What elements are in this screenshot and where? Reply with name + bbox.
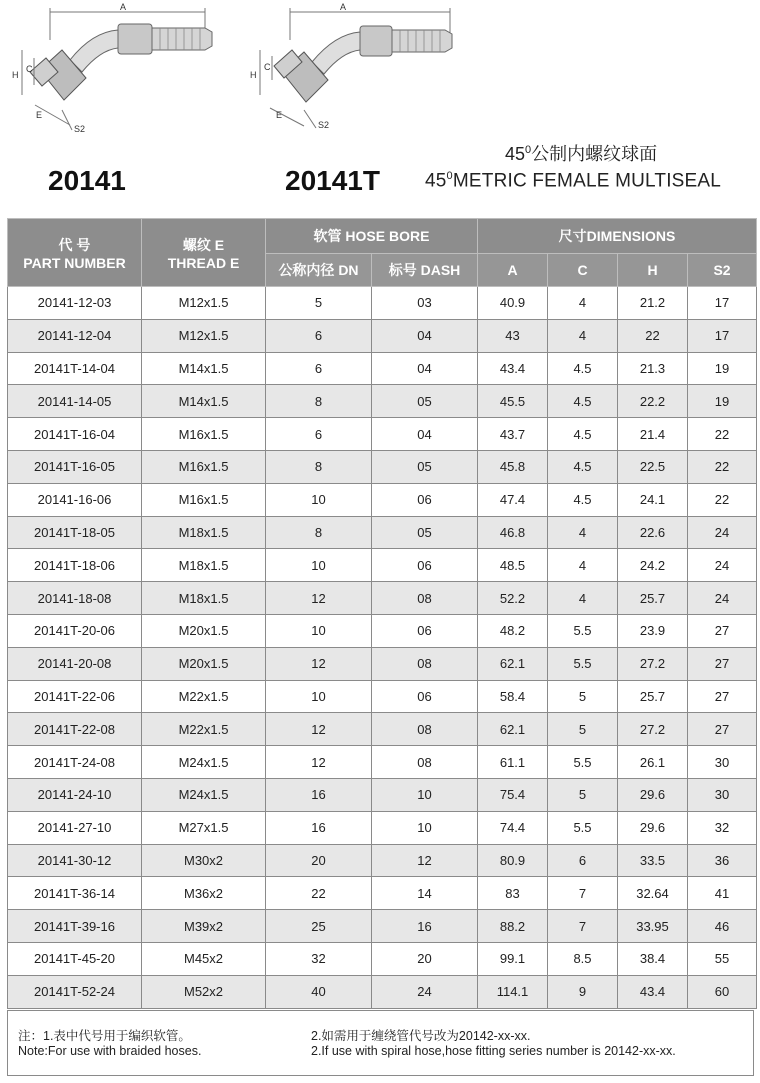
cell-dash: 03	[372, 287, 478, 320]
cell-s2: 32	[688, 811, 757, 844]
cell-part-number: 20141-20-08	[8, 647, 142, 680]
cell-thread: M16x1.5	[142, 450, 266, 483]
cell-c: 9	[548, 975, 618, 1008]
cell-dn: 22	[266, 877, 372, 910]
cell-a: 75.4	[478, 778, 548, 811]
header-part-en: PART NUMBER	[23, 254, 126, 271]
cell-part-number: 20141T-16-05	[8, 450, 142, 483]
cell-thread: M52x2	[142, 975, 266, 1008]
cell-dn: 25	[266, 910, 372, 943]
cell-c: 5	[548, 680, 618, 713]
cell-dash: 05	[372, 450, 478, 483]
cell-thread: M16x1.5	[142, 483, 266, 516]
model-label-20141: 20141	[48, 165, 126, 196]
cell-c: 5.5	[548, 811, 618, 844]
dim-label-a: A	[120, 2, 127, 12]
cell-dn: 12	[266, 647, 372, 680]
dim-label-e: E	[36, 110, 43, 120]
title-english	[425, 170, 721, 192]
cell-s2: 30	[688, 746, 757, 779]
cell-dash: 05	[372, 516, 478, 549]
note-en-1: Note:For use with braided hoses.	[18, 1044, 202, 1058]
cell-part-number: 20141T-18-06	[8, 549, 142, 582]
cell-c: 5.5	[548, 614, 618, 647]
table-row	[8, 450, 757, 483]
cell-a: 83	[478, 877, 548, 910]
cell-dn: 16	[266, 778, 372, 811]
table-row	[8, 877, 757, 910]
cell-dn: 32	[266, 942, 372, 975]
title-chinese	[505, 140, 657, 166]
cell-dn: 8	[266, 385, 372, 418]
header-s2: S2	[688, 254, 757, 287]
cell-h: 24.1	[618, 483, 688, 516]
cell-a: 45.5	[478, 385, 548, 418]
cell-h: 22.5	[618, 450, 688, 483]
cell-dn: 8	[266, 516, 372, 549]
cell-s2: 22	[688, 483, 757, 516]
cell-dn: 6	[266, 418, 372, 451]
cell-dash: 06	[372, 614, 478, 647]
cell-a: 88.2	[478, 910, 548, 943]
cell-dn: 6	[266, 319, 372, 352]
cell-s2: 19	[688, 385, 757, 418]
cell-s2: 46	[688, 910, 757, 943]
cell-dash: 10	[372, 811, 478, 844]
cell-part-number: 20141T-22-06	[8, 680, 142, 713]
cell-h: 27.2	[618, 647, 688, 680]
dim-label-h: H	[12, 70, 19, 80]
cell-part-number: 20141T-16-04	[8, 418, 142, 451]
cell-dash: 14	[372, 877, 478, 910]
cell-dash: 08	[372, 713, 478, 746]
table-row	[8, 844, 757, 877]
cell-dn: 12	[266, 713, 372, 746]
cell-s2: 36	[688, 844, 757, 877]
cell-dash: 08	[372, 582, 478, 615]
table-row	[8, 352, 757, 385]
dim-label-s2: S2	[74, 124, 86, 134]
cell-a: 114.1	[478, 975, 548, 1008]
cell-a: 48.2	[478, 614, 548, 647]
table-row	[8, 319, 757, 352]
cell-part-number: 20141T-22-08	[8, 713, 142, 746]
cell-s2: 41	[688, 877, 757, 910]
cell-c: 5	[548, 778, 618, 811]
cell-s2: 27	[688, 614, 757, 647]
cell-h: 38.4	[618, 942, 688, 975]
fitting-drawing-20141t	[240, 0, 470, 150]
cell-h: 33.5	[618, 844, 688, 877]
cell-dn: 10	[266, 549, 372, 582]
cell-h: 26.1	[618, 746, 688, 779]
header-thread-cn: 螺纹 E	[182, 236, 225, 253]
cell-thread: M27x1.5	[142, 811, 266, 844]
header-part-number	[8, 219, 142, 287]
cell-thread: M18x1.5	[142, 549, 266, 582]
cell-thread: M24x1.5	[142, 746, 266, 779]
dim-label-e: E	[276, 110, 283, 120]
cell-s2: 27	[688, 713, 757, 746]
cell-h: 29.6	[618, 811, 688, 844]
table-row	[8, 385, 757, 418]
cell-c: 4	[548, 549, 618, 582]
cell-thread: M12x1.5	[142, 319, 266, 352]
cell-part-number: 20141T-18-05	[8, 516, 142, 549]
table-row	[8, 614, 757, 647]
table-row	[8, 483, 757, 516]
cell-part-number: 20141T-24-08	[8, 746, 142, 779]
cell-h: 21.2	[618, 287, 688, 320]
cell-h: 33.95	[618, 910, 688, 943]
cell-h: 22.2	[618, 385, 688, 418]
dimensions-table	[7, 218, 757, 1009]
cell-s2: 55	[688, 942, 757, 975]
cell-c: 4	[548, 582, 618, 615]
cell-c: 4.5	[548, 450, 618, 483]
cell-s2: 27	[688, 680, 757, 713]
cell-dn: 40	[266, 975, 372, 1008]
cell-a: 80.9	[478, 844, 548, 877]
cell-part-number: 20141T-14-04	[8, 352, 142, 385]
cell-c: 6	[548, 844, 618, 877]
cell-a: 52.2	[478, 582, 548, 615]
cell-c: 4	[548, 319, 618, 352]
cell-dash: 06	[372, 483, 478, 516]
cell-thread: M16x1.5	[142, 418, 266, 451]
cell-s2: 24	[688, 549, 757, 582]
cell-dash: 08	[372, 746, 478, 779]
cell-part-number: 20141-14-05	[8, 385, 142, 418]
cell-dash: 06	[372, 680, 478, 713]
table-row	[8, 713, 757, 746]
cell-part-number: 20141T-45-20	[8, 942, 142, 975]
model-label-20141t: 20141T	[285, 165, 380, 196]
cell-part-number: 20141T-20-06	[8, 614, 142, 647]
header-a: A	[478, 254, 548, 287]
table-row	[8, 549, 757, 582]
cell-dn: 16	[266, 811, 372, 844]
title-en-sup: 0	[446, 170, 453, 182]
title-en-text: METRIC FEMALE MULTISEAL	[452, 170, 722, 192]
cell-h: 21.4	[618, 418, 688, 451]
note-en-2: 2.If use with spiral hose,hose fitting series number is 20142-xx-xx.	[311, 1044, 676, 1058]
dim-label-c: C	[26, 64, 33, 74]
cell-part-number: 20141-18-08	[8, 582, 142, 615]
header-part-cn: 代 号	[58, 236, 91, 253]
cell-dn: 8	[266, 450, 372, 483]
title-en-degree: 45	[425, 170, 447, 192]
cell-a: 62.1	[478, 647, 548, 680]
cell-thread: M14x1.5	[142, 385, 266, 418]
cell-dn: 10	[266, 614, 372, 647]
cell-a: 61.1	[478, 746, 548, 779]
cell-s2: 24	[688, 516, 757, 549]
cell-thread: M14x1.5	[142, 352, 266, 385]
cell-a: 47.4	[478, 483, 548, 516]
note-cn-2: 2.如需用于缠绕管代号改为20142-xx-xx.	[311, 1029, 531, 1043]
cell-dash: 04	[372, 352, 478, 385]
cell-dash: 12	[372, 844, 478, 877]
cell-part-number: 20141T-39-16	[8, 910, 142, 943]
cell-s2: 17	[688, 319, 757, 352]
cell-dash: 16	[372, 910, 478, 943]
cell-c: 4.5	[548, 418, 618, 451]
cell-s2: 22	[688, 418, 757, 451]
cell-part-number: 20141-24-10	[8, 778, 142, 811]
header-hose-bore: 软管 HOSE BORE	[266, 219, 478, 254]
cell-part-number: 20141-30-12	[8, 844, 142, 877]
table-row	[8, 942, 757, 975]
cell-thread: M20x1.5	[142, 647, 266, 680]
table-row	[8, 680, 757, 713]
cell-part-number: 20141T-52-24	[8, 975, 142, 1008]
dim-label-h: H	[250, 70, 257, 80]
cell-c: 5.5	[548, 647, 618, 680]
title-cn-degree: 45	[505, 144, 526, 164]
cell-part-number: 20141-27-10	[8, 811, 142, 844]
cell-a: 45.8	[478, 450, 548, 483]
cell-thread: M30x2	[142, 844, 266, 877]
cell-c: 5	[548, 713, 618, 746]
cell-thread: M39x2	[142, 910, 266, 943]
header-thread-en: THREAD E	[167, 254, 240, 271]
cell-dn: 10	[266, 680, 372, 713]
cell-dash: 05	[372, 385, 478, 418]
cell-c: 5.5	[548, 746, 618, 779]
table-row	[8, 582, 757, 615]
cell-thread: M24x1.5	[142, 778, 266, 811]
cell-a: 99.1	[478, 942, 548, 975]
cell-dn: 12	[266, 746, 372, 779]
cell-dash: 10	[372, 778, 478, 811]
header-dash: 标号 DASH	[372, 254, 478, 287]
cell-h: 23.9	[618, 614, 688, 647]
table-row	[8, 811, 757, 844]
table-row	[8, 287, 757, 320]
cell-thread: M12x1.5	[142, 287, 266, 320]
cell-h: 24.2	[618, 549, 688, 582]
header-dimensions: 尺寸DIMENSIONS	[478, 219, 757, 254]
cell-a: 74.4	[478, 811, 548, 844]
cell-thread: M18x1.5	[142, 582, 266, 615]
cell-h: 22	[618, 319, 688, 352]
cell-a: 62.1	[478, 713, 548, 746]
cell-a: 43	[478, 319, 548, 352]
cell-h: 25.7	[618, 582, 688, 615]
cell-part-number: 20141-12-04	[8, 319, 142, 352]
cell-s2: 24	[688, 582, 757, 615]
cell-thread: M20x1.5	[142, 614, 266, 647]
cell-a: 58.4	[478, 680, 548, 713]
cell-part-number: 20141-16-06	[8, 483, 142, 516]
cell-h: 22.6	[618, 516, 688, 549]
cell-s2: 60	[688, 975, 757, 1008]
header-h: H	[618, 254, 688, 287]
cell-dash: 04	[372, 418, 478, 451]
cell-c: 4	[548, 516, 618, 549]
header-thread	[142, 219, 266, 287]
cell-c: 7	[548, 877, 618, 910]
cell-dn: 10	[266, 483, 372, 516]
cell-c: 4.5	[548, 352, 618, 385]
table-row	[8, 418, 757, 451]
cell-thread: M18x1.5	[142, 516, 266, 549]
cell-dash: 04	[372, 319, 478, 352]
table-row	[8, 975, 757, 1008]
cell-a: 46.8	[478, 516, 548, 549]
cell-c: 7	[548, 910, 618, 943]
cell-s2: 17	[688, 287, 757, 320]
cell-h: 25.7	[618, 680, 688, 713]
cell-c: 4	[548, 287, 618, 320]
cell-thread: M22x1.5	[142, 680, 266, 713]
cell-a: 43.7	[478, 418, 548, 451]
table-body	[8, 287, 757, 1009]
cell-dn: 12	[266, 582, 372, 615]
fitting-drawing-20141	[0, 0, 230, 150]
table-row	[8, 746, 757, 779]
notes-box	[7, 1010, 754, 1076]
cell-dash: 20	[372, 942, 478, 975]
cell-dn: 6	[266, 352, 372, 385]
cell-part-number: 20141T-36-14	[8, 877, 142, 910]
cell-s2: 19	[688, 352, 757, 385]
table-row	[8, 778, 757, 811]
cell-a: 40.9	[478, 287, 548, 320]
cell-dash: 24	[372, 975, 478, 1008]
title-cn-sup: 0	[525, 144, 532, 156]
note-cn-1: 注：1.表中代号用于编织软管。	[18, 1029, 191, 1043]
header-c: C	[548, 254, 618, 287]
cell-c: 4.5	[548, 483, 618, 516]
cell-s2: 27	[688, 647, 757, 680]
cell-c: 4.5	[548, 385, 618, 418]
table-row	[8, 647, 757, 680]
cell-part-number: 20141-12-03	[8, 287, 142, 320]
cell-dn: 20	[266, 844, 372, 877]
cell-h: 21.3	[618, 352, 688, 385]
cell-thread: M45x2	[142, 942, 266, 975]
cell-dash: 06	[372, 549, 478, 582]
cell-h: 27.2	[618, 713, 688, 746]
table-row	[8, 910, 757, 943]
dim-label-c: C	[264, 62, 271, 72]
cell-thread: M36x2	[142, 877, 266, 910]
dim-label-s2: S2	[318, 120, 330, 130]
title-cn-text: 公制内螺纹球面	[531, 144, 658, 164]
cell-s2: 30	[688, 778, 757, 811]
cell-a: 43.4	[478, 352, 548, 385]
cell-dash: 08	[372, 647, 478, 680]
cell-thread: M22x1.5	[142, 713, 266, 746]
table-row	[8, 516, 757, 549]
cell-c: 8.5	[548, 942, 618, 975]
cell-dn: 5	[266, 287, 372, 320]
header-dn: 公称内径 DN	[266, 254, 372, 287]
cell-s2: 22	[688, 450, 757, 483]
cell-h: 29.6	[618, 778, 688, 811]
cell-h: 43.4	[618, 975, 688, 1008]
dim-label-a: A	[340, 2, 347, 12]
cell-a: 48.5	[478, 549, 548, 582]
cell-h: 32.64	[618, 877, 688, 910]
